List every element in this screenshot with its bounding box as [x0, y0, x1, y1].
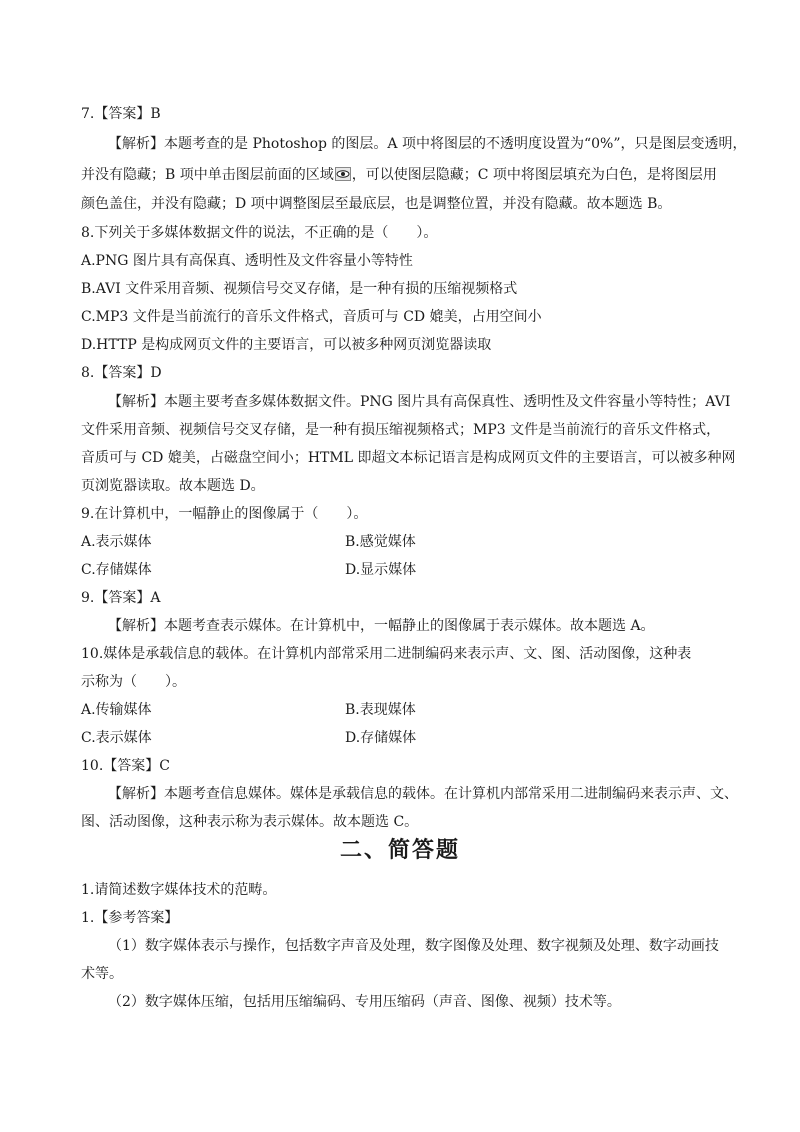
option-10c: C.表示媒体 — [81, 730, 152, 746]
answer-point-1-line-1: （1）数字媒体表示与操作，包括数字声音及处理，数字图像及处理、数字视频及处理、数字动画技 — [108, 938, 719, 954]
analysis-8-line-1: 【解析】本题主要考查多媒体数据文件。PNG 图片具有高保真性、透明性及文件容量小等特性；AVI — [108, 394, 731, 410]
question-10-line-1: 10.媒体是承载信息的载体。在计算机内部常采用二进制编码来表示声、文、图、活动图像，这种表 — [81, 646, 692, 662]
option-10a: A.传输媒体 — [81, 702, 152, 718]
analysis-10-line-2: 图、活动图像，这种表示称为表示媒体。故本题选 C。 — [81, 814, 419, 830]
analysis-7-line-3: 颜色盖住，并没有隐藏；D 项中调整图层至最底层，也是调整位置，并没有隐藏。故本题选 B。 — [81, 196, 672, 212]
option-10d: D.存储媒体 — [345, 730, 417, 746]
question-10-line-2: 示称为（ ）。 — [81, 674, 186, 690]
option-9c: C.存储媒体 — [81, 562, 152, 578]
question-9: 9.在计算机中，一幅静止的图像属于（ ）。 — [81, 506, 368, 522]
answer-10: 10.【答案】C — [81, 758, 170, 774]
eye-icon — [335, 167, 351, 181]
reference-answer-1: 1.【参考答案】 — [81, 910, 179, 926]
analysis-7-line-2 — [81, 165, 717, 185]
analysis-8-line-3: 音质可与 CD 媲美，占磁盘空间小；HTML 即超文本标记语言是构成网页文件的主要语言，可以被多种网 — [81, 450, 736, 466]
option-8b: B.AVI 文件采用音频、视频信号交叉存储，是一种有损的压缩视频格式 — [81, 281, 518, 297]
analysis-9: 【解析】本题考查表示媒体。在计算机中，一幅静止的图像属于表示媒体。故本题选 A。 — [108, 618, 655, 634]
option-9d: D.显示媒体 — [345, 562, 417, 578]
option-9b: B.感觉媒体 — [345, 534, 416, 550]
option-9a: A.表示媒体 — [81, 534, 152, 550]
option-8c: C.MP3 文件是当前流行的音乐文件格式，音质可与 CD 媲美，占用空间小 — [81, 309, 542, 325]
section-heading: 二、简答题 — [339, 838, 460, 863]
answer-point-1-line-2: 术等。 — [81, 966, 123, 982]
answer-9: 9.【答案】A — [81, 590, 161, 606]
option-8a: A.PNG 图片具有高保真、透明性及文件容量小等特性 — [81, 253, 413, 269]
analysis-8-line-4: 页浏览器读取。故本题选 D。 — [81, 478, 265, 494]
answer-8: 8.【答案】D — [81, 365, 162, 381]
analysis-8-line-2: 文件采用音频、视频信号交叉存储，是一种有损压缩视频格式；MP3 文件是当前流行的音乐文件格式， — [81, 422, 721, 438]
analysis-7-line-1: 【解析】本题考查的是 Photoshop 的图层。A 项中将图层的不透明度设置为“0%”，只是图层变透明， — [108, 136, 747, 152]
analysis-7-line-2a: 并没有隐藏；B 项中单击图层前面的区域 — [81, 167, 334, 183]
option-10b: B.表现媒体 — [345, 702, 416, 718]
analysis-10-line-1: 【解析】本题考查信息媒体。媒体是承载信息的载体。在计算机内部常采用二进制编码来表示声、文、 — [108, 786, 738, 802]
answer-point-2: （2）数字媒体压缩，包括用压缩编码、专用压缩码（声音、图像、视频）技术等。 — [108, 994, 621, 1010]
short-answer-question-1: 1.请简述数字媒体技术的范畴。 — [81, 882, 277, 898]
analysis-7-line-2b: ，可以使图层隐藏；C 项中将图层填充为白色，是将图层用 — [351, 167, 717, 183]
question-8: 8.下列关于多媒体数据文件的说法，不正确的是（ ）。 — [81, 225, 438, 241]
answer-7: 7.【答案】B — [81, 106, 161, 122]
option-8d: D.HTTP 是构成网页文件的主要语言，可以被多种网页浏览器读取 — [81, 337, 492, 353]
